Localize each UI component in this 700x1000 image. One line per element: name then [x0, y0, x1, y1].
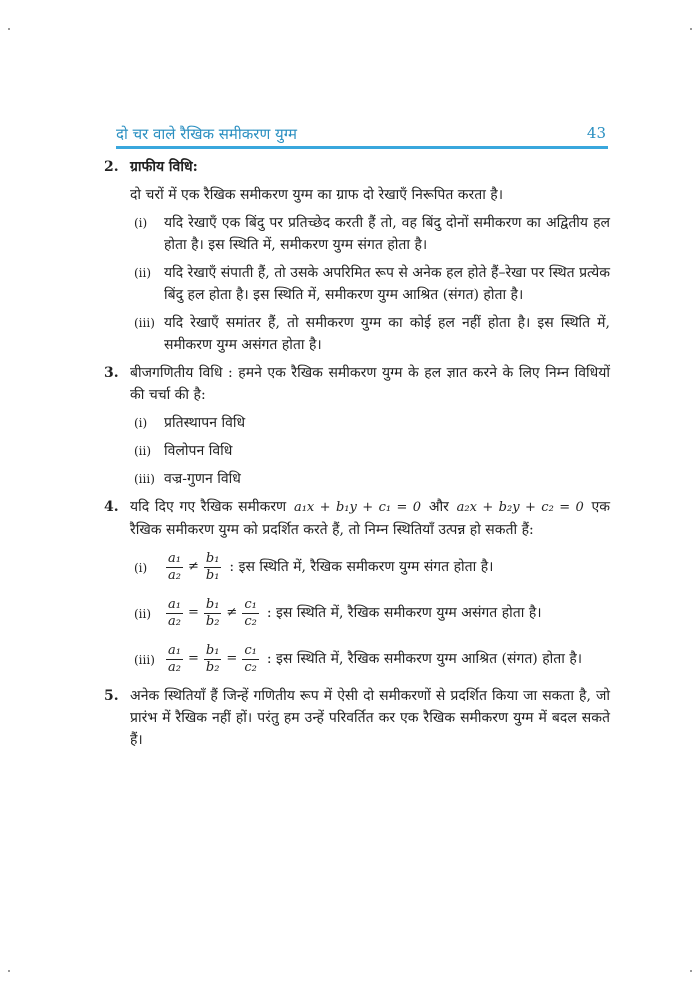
- denominator: c₂: [244, 659, 257, 675]
- item-intro: बीजगणितीय विधि : हमने एक रैखिक समीकरण युग्म के हल ज्ञात करने के लिए निम्न विधियों की चर्चा की है:: [130, 365, 610, 403]
- denominator: a₂: [168, 659, 181, 675]
- method-cross-multiplication: [130, 468, 610, 490]
- fraction-b: [204, 644, 222, 675]
- crop-mark: [690, 970, 692, 972]
- case-label: (i): [134, 216, 148, 230]
- condition-inconsistent: [130, 593, 610, 633]
- denominator: b₂: [205, 613, 220, 629]
- item-heading: ग्राफीय विधि:: [130, 159, 198, 175]
- fraction-c: [242, 598, 259, 629]
- condition-text: : इस स्थिति में, रैखिक समीकरण युग्म संगत होता है।: [229, 559, 494, 575]
- item-intro: दो चरों में एक रैखिक समीकरण युग्म का ग्राफ दो रेखाएँ निरूपित करता है।: [130, 187, 504, 203]
- intro-text-b: एक रैखिक समीकरण युग्म को प्रदर्शित करते हैं, तो निम्न स्थितियाँ उत्पन्न हो सकती हैं:: [130, 499, 611, 538]
- fraction-b: [204, 552, 222, 583]
- operator: ≠: [226, 605, 238, 620]
- header-rule: [116, 146, 608, 149]
- condition-label: (ii): [134, 607, 152, 621]
- crop-mark: [8, 970, 10, 972]
- item-number: 2.: [104, 159, 119, 175]
- intro-text-a: यदि दिए गए रैखिक समीकरण: [130, 499, 287, 515]
- method-elimination: [130, 440, 610, 462]
- case-text: यदि रेखाएँ संपाती हैं, तो उसके अपरिमित रूप से अनेक हल होते हैं–रेखा पर स्थित प्रत्येक बिंदु हल होता है। इस स्थिति में, समीकरण युग्म आश्रित (संगत) होता है।: [164, 265, 610, 303]
- condition-label: (i): [134, 561, 148, 575]
- numerator: a₁: [168, 642, 181, 658]
- denominator: c₂: [244, 613, 257, 629]
- condition-label: (iii): [134, 653, 155, 667]
- denominator: b₂: [205, 659, 220, 675]
- denominator: a₂: [168, 567, 181, 583]
- case-intersecting: [130, 212, 610, 256]
- crop-mark: [8, 28, 10, 30]
- item-number: 3.: [104, 365, 119, 381]
- equation-1: a₁x + b₁y + c₁ = 0: [293, 500, 422, 515]
- item-algebraic-methods: [104, 362, 610, 490]
- fraction-a: [166, 598, 183, 629]
- fraction-c: [242, 644, 259, 675]
- denominator: a₂: [168, 613, 181, 629]
- numerator: b₁: [205, 550, 220, 566]
- operator: =: [187, 651, 199, 666]
- item-text: अनेक स्थितियाँ हैं जिन्हें गणितीय रूप में ऐसी दो समीकरणों से प्रदर्शित किया जा सकता है, जो प्रारंभ में रैखिक नहीं हों। परंतु हम उन्हें परिवर्तित कर एक रैखिक समीकरण युग्म में बदल सकते हैं।: [130, 688, 610, 748]
- condition-text: : इस स्थिति में, रैखिक समीकरण युग्म असंगत होता है।: [266, 605, 542, 621]
- method-substitution: [130, 412, 610, 434]
- equation-2: a₂x + b₂y + c₂ = 0: [456, 500, 584, 515]
- item-reducible-equations: [104, 685, 610, 751]
- method-text: वज्र-गुणन विधि: [164, 471, 241, 487]
- item-number: 4.: [104, 499, 119, 515]
- item-consistency-conditions: [104, 496, 610, 679]
- method-label: (i): [134, 416, 148, 430]
- case-text: यदि रेखाएँ समांतर हैं, तो समीकरण युग्म का कोई हल नहीं होता है। इस स्थिति में, समीकरण युग्म असंगत होता है।: [164, 315, 610, 353]
- numerator: b₁: [205, 642, 220, 658]
- page-content: [104, 156, 610, 757]
- chapter-title: दो चर वाले रैखिक समीकरण युग्म: [116, 125, 297, 143]
- numerator: b₁: [205, 596, 220, 612]
- method-text: विलोपन विधि: [164, 443, 233, 459]
- page-number: 43: [586, 124, 606, 142]
- fraction-b: [204, 598, 222, 629]
- fraction-a: [166, 644, 183, 675]
- method-label: (ii): [134, 444, 152, 458]
- condition-text: : इस स्थिति में, रैखिक समीकरण युग्म आश्रित (संगत) होता है।: [266, 651, 583, 667]
- item-graphical-method: [104, 156, 610, 356]
- item-number: 5.: [104, 688, 119, 704]
- condition-dependent: [130, 639, 610, 679]
- numerator: a₁: [168, 550, 181, 566]
- fraction-a: [166, 552, 183, 583]
- operator: =: [226, 651, 238, 666]
- denominator: b₁: [205, 567, 220, 583]
- and-word: और: [428, 499, 449, 515]
- method-label: (iii): [134, 472, 155, 486]
- operator: =: [187, 605, 199, 620]
- case-label: (ii): [134, 266, 152, 280]
- item-intro: [130, 496, 610, 541]
- case-parallel: [130, 312, 610, 356]
- case-text: यदि रेखाएँ एक बिंदु पर प्रतिच्छेद करती हैं तो, वह बिंदु दोनों समीकरण का अद्वितीय हल होता है। इस स्थिति में, समीकरण युग्म संगत होता है।: [164, 215, 610, 253]
- condition-consistent: [130, 547, 610, 587]
- operator: ≠: [187, 559, 199, 574]
- numerator: c₁: [244, 642, 257, 658]
- running-header: [116, 122, 608, 146]
- numerator: a₁: [168, 596, 181, 612]
- case-label: (iii): [134, 316, 155, 330]
- method-text: प्रतिस्थापन विधि: [164, 415, 246, 431]
- case-coincident: [130, 262, 610, 306]
- numerator: c₁: [244, 596, 257, 612]
- crop-mark: [690, 28, 692, 30]
